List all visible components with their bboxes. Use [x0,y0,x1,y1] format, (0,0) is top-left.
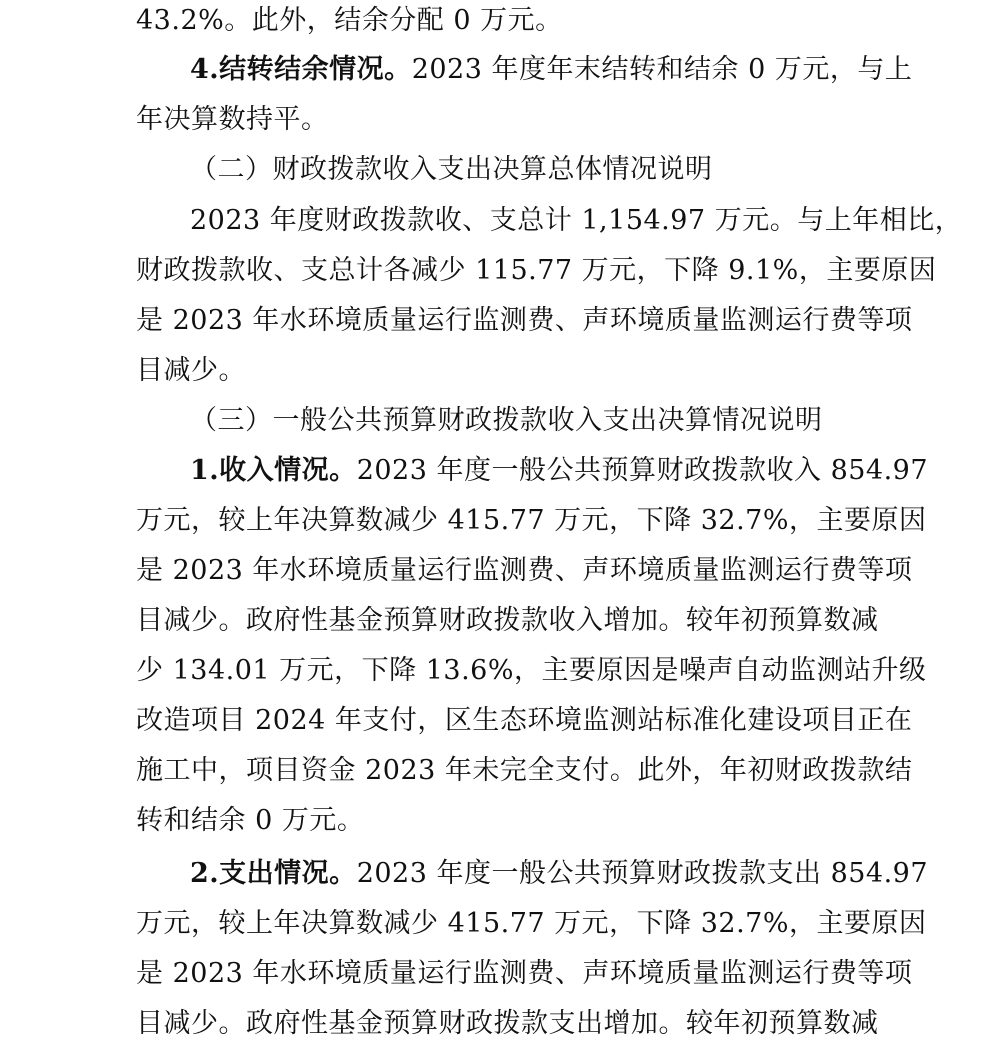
text-line: 4.结转结余情况。2023 年度年末结转和结余 0 万元，与上 [190,54,913,85]
text-line: 万元，较上年决算数减少 415.77 万元，下降 32.7%，主要原因 [136,908,927,939]
text-line: 2.支出情况。2023 年度一般公共预算财政拨款支出 854.97 [190,858,929,889]
text-line: 是 2023 年水环境质量运行监测费、声环境质量监测运行费等项 [136,305,913,336]
text-line: 目减少。 [136,355,246,386]
text-line: 转和结余 0 万元。 [136,805,365,836]
text-line: 目减少。政府性基金预算财政拨款支出增加。较年初预算数减 [136,1008,879,1039]
section-heading: （三）一般公共预算财政拨款收入支出决算情况说明 [190,405,823,436]
section-heading: 4.结转结余情况。 [190,54,412,85]
text-line: 年决算数持平。 [136,104,329,135]
text-line: 43.2%。此外，结余分配 0 万元。 [136,5,563,36]
section-heading: 1.收入情况。 [190,455,357,486]
text-line: 万元，较上年决算数减少 415.77 万元，下降 32.7%，主要原因 [136,505,927,536]
text-line: 财政拨款收、支总计各减少 115.77 万元，下降 9.1%，主要原因 [136,255,937,286]
text-line: 1.收入情况。2023 年度一般公共预算财政拨款收入 854.97 [190,455,929,486]
text-line: 是 2023 年水环境质量运行监测费、声环境质量监测运行费等项 [136,555,913,586]
text-line: 施工中，项目资金 2023 年未完全支付。此外，年初财政拨款结 [136,755,913,786]
text-line: 2023 年度财政拨款收、支总计 1,154.97 万元。与上年相比， [190,205,963,236]
text-line: 改造项目 2024 年支付，区生态环境监测站标准化建设项目正在 [136,705,913,736]
text-line: 目减少。政府性基金预算财政拨款收入增加。较年初预算数减 [136,605,879,636]
section-heading: （二）财政拨款收入支出决算总体情况说明 [190,154,713,185]
section-heading: 2.支出情况。 [190,858,357,889]
text-line: 是 2023 年水环境质量运行监测费、声环境质量监测运行费等项 [136,958,913,989]
text-line: 少 134.01 万元，下降 13.6%，主要原因是噪声自动监测站升级 [136,655,927,686]
